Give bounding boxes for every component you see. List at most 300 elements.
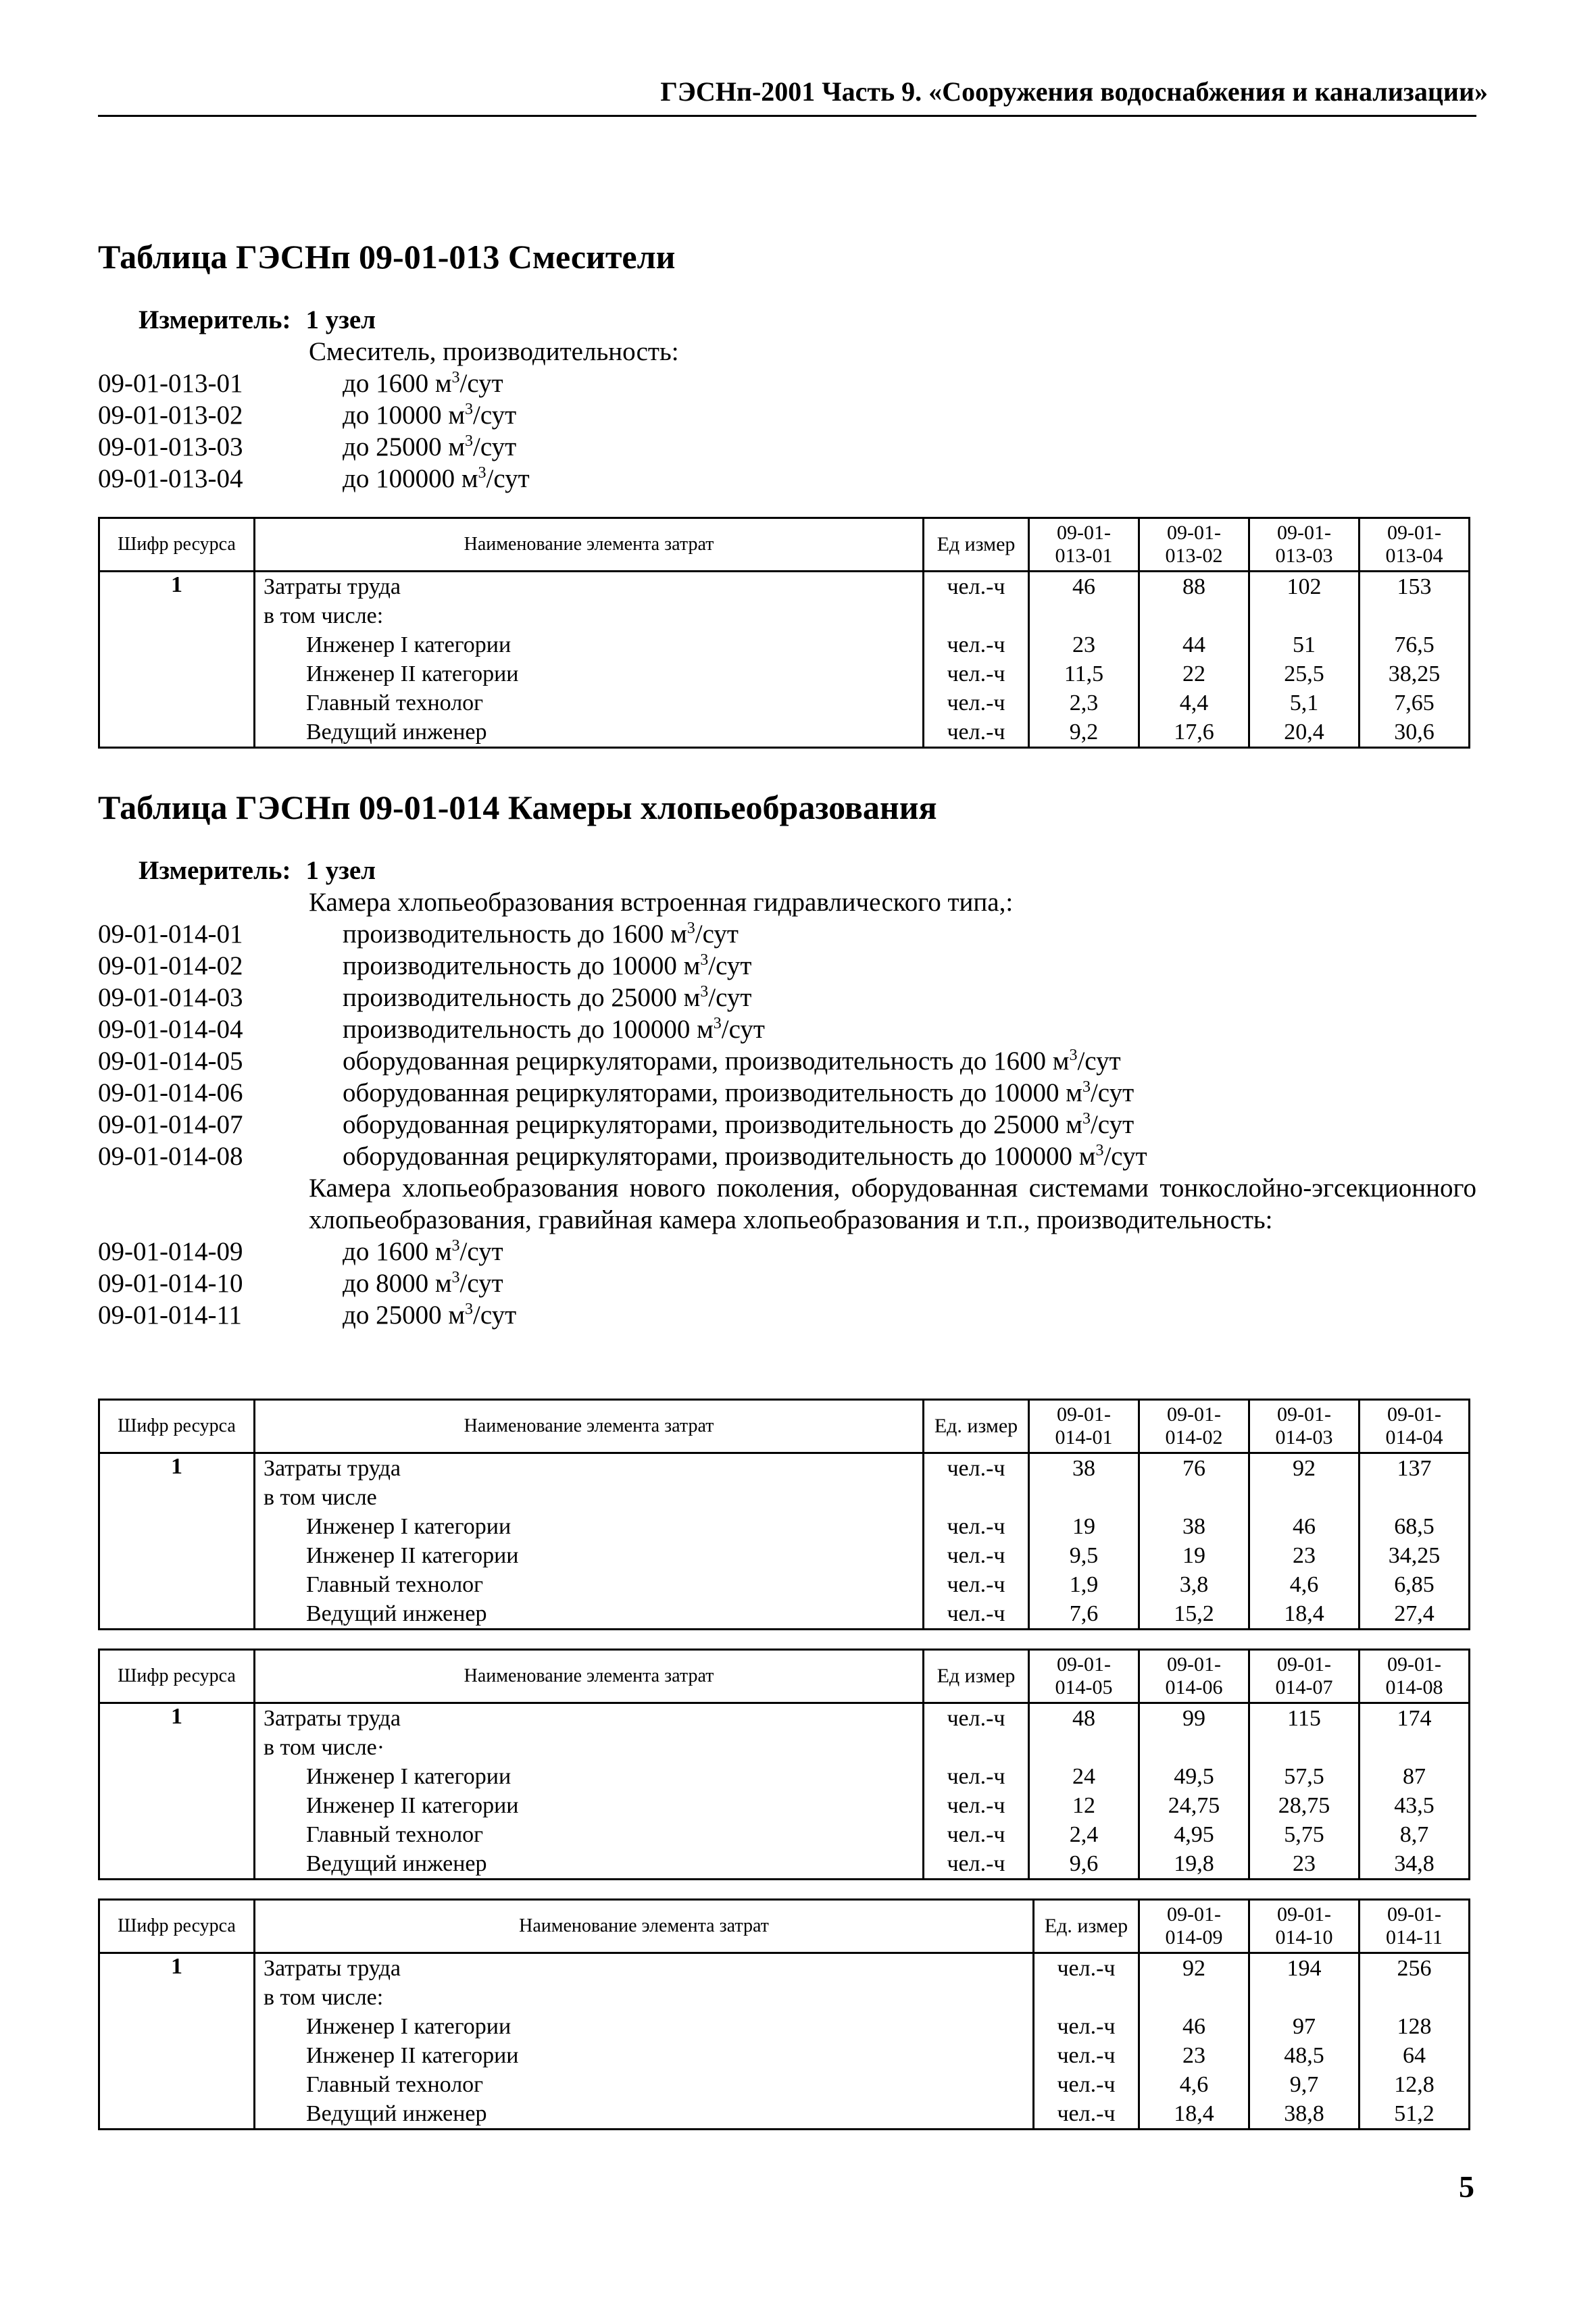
- header-rate-code: [1360, 1900, 1470, 1953]
- value-line: 23: [1182, 2043, 1205, 2068]
- header-unit: Ед. измер: [1034, 1900, 1139, 1953]
- item-description: [309, 1045, 1476, 1077]
- value-line: 49,5: [1174, 1764, 1214, 1789]
- value-line: [1250, 601, 1358, 630]
- unit-line: чел.-ч: [1057, 1956, 1116, 1981]
- value-line: 256: [1397, 1956, 1432, 1981]
- rate-code-suffix: 013-02: [1165, 545, 1223, 567]
- item-code: 09-01-013-01: [98, 369, 243, 398]
- item-list: [98, 1236, 1476, 1331]
- item-unit: /сут: [1103, 1142, 1147, 1171]
- table-title: Таблица ГЭСНп 09-01-014 Камеры хлопьеобразования: [98, 788, 937, 826]
- item-description: [309, 1077, 1476, 1109]
- value-line: [1140, 1483, 1248, 1512]
- header-cost-element: Наименование элемента затрат: [255, 1650, 924, 1703]
- item-text: производительность до 100000 м: [343, 1015, 714, 1044]
- value-line: [1030, 1483, 1138, 1512]
- resource-code-cell: 1: [99, 1453, 255, 1630]
- unit-line: чел.-ч: [947, 1543, 1005, 1568]
- item-unit: /сут: [459, 1237, 503, 1266]
- unit-line: чел.-ч: [947, 1851, 1005, 1876]
- unit-line: чел.-ч: [1057, 2014, 1116, 2039]
- item-text: до 1600 м: [343, 369, 452, 398]
- cost-element-line: Главный технолог: [306, 1572, 484, 1597]
- resource-code-cell: 1: [99, 572, 255, 748]
- cubic-superscript: 3: [478, 464, 487, 482]
- item-description: [309, 431, 1476, 463]
- header-rate-code: [1139, 1400, 1249, 1453]
- list-item: [98, 1109, 1476, 1140]
- value-cell: [1029, 1453, 1139, 1630]
- rate-code-suffix: 014-01: [1055, 1426, 1113, 1449]
- item-unit: /сут: [721, 1015, 765, 1044]
- unit-line: [924, 1733, 1028, 1762]
- value-line: 9,2: [1069, 720, 1099, 745]
- cost-element-cell: [255, 1453, 924, 1630]
- value-cell: [1029, 572, 1139, 748]
- value-line: 8,7: [1399, 1822, 1429, 1847]
- item-code: 09-01-013-02: [98, 401, 243, 430]
- item-text: оборудованная рециркуляторами, производительность до 1600 м: [343, 1047, 1070, 1076]
- value-line: [1360, 1483, 1468, 1512]
- cubic-superscript: 3: [465, 401, 474, 418]
- value-line: 23: [1293, 1851, 1316, 1876]
- cost-table-013: [98, 517, 1470, 749]
- value-line: 23: [1072, 632, 1095, 657]
- unit-cell: [924, 1703, 1029, 1880]
- value-line: 5,1: [1289, 690, 1319, 715]
- cost-element-line: Затраты труда: [264, 1706, 401, 1731]
- item-description: [309, 399, 1476, 431]
- value-cell: [1029, 1703, 1139, 1880]
- rate-code-suffix: 014-08: [1385, 1676, 1443, 1699]
- value-line: 12,8: [1394, 2072, 1435, 2097]
- value-line: 51: [1293, 632, 1316, 657]
- value-line: 3,8: [1179, 1572, 1209, 1597]
- unit-line: чел.-ч: [947, 1601, 1005, 1626]
- value-line: 4,4: [1179, 690, 1209, 715]
- value-cell: [1139, 1953, 1249, 2130]
- item-group-intro: Камера хлопьеобразования нового поколения, оборудованная системами тонкослойно-эгсекционного хлопьеобразования, гравийная камера хлопьеобразования и т.п., производительность:: [309, 1174, 1476, 1234]
- cost-element-line: Инженер II категории: [306, 2043, 519, 2068]
- value-line: 128: [1397, 2014, 1432, 2039]
- value-line: [1030, 1733, 1138, 1762]
- list-item: [98, 1236, 1476, 1267]
- measure-block: [98, 304, 1476, 495]
- measure-label: Измеритель:: [139, 305, 291, 334]
- cubic-superscript: 3: [1069, 1047, 1078, 1064]
- cost-element-line: Инженер II категории: [306, 1793, 519, 1818]
- value-line: 4,95: [1174, 1822, 1214, 1847]
- rate-code-prefix: 09-01-: [1167, 522, 1221, 544]
- cost-element-line: Ведущий инженер: [306, 2101, 487, 2126]
- item-unit: /сут: [473, 401, 517, 430]
- item-description: [309, 463, 1476, 495]
- value-line: 9,7: [1289, 2072, 1319, 2097]
- value-line: 7,6: [1069, 1601, 1099, 1626]
- item-code: 09-01-014-10: [98, 1269, 243, 1298]
- list-item: [98, 1267, 1476, 1299]
- value-line: 25,5: [1284, 661, 1324, 686]
- value-line: 87: [1403, 1764, 1426, 1789]
- table-header-row: [99, 1650, 1470, 1703]
- value-line: [1140, 1733, 1248, 1762]
- value-line: 11,5: [1064, 661, 1104, 686]
- value-line: 43,5: [1394, 1793, 1435, 1818]
- cost-element-line: в том числе: [264, 1485, 377, 1510]
- item-text: до 8000 м: [343, 1269, 452, 1298]
- item-description: [309, 950, 1476, 982]
- header-rate-code: [1360, 1400, 1470, 1453]
- value-line: 38: [1072, 1456, 1095, 1481]
- unit-line: чел.-ч: [947, 574, 1005, 599]
- rate-code-suffix: 014-10: [1275, 1926, 1333, 1948]
- measure-line: [98, 855, 1476, 886]
- rate-code-suffix: 014-09: [1165, 1926, 1223, 1948]
- value-line: 76,5: [1394, 632, 1435, 657]
- value-line: 194: [1287, 1956, 1322, 1981]
- item-code: 09-01-014-01: [98, 920, 243, 949]
- cubic-superscript: 3: [451, 1269, 460, 1286]
- value-cell: [1360, 1953, 1470, 2130]
- cost-element-line: Затраты труда: [264, 1456, 401, 1481]
- item-code: 09-01-013-04: [98, 464, 243, 493]
- value-cell: [1139, 1453, 1249, 1630]
- value-cell: [1360, 1703, 1470, 1880]
- cost-element-cell: [255, 572, 924, 748]
- header-rate-code: [1249, 1650, 1360, 1703]
- item-unit: /сут: [1090, 1110, 1134, 1139]
- page-number: 5: [1459, 2169, 1474, 2204]
- value-line: 51,2: [1394, 2101, 1435, 2126]
- rate-code-suffix: 013-03: [1275, 545, 1333, 567]
- value-line: 97: [1293, 2014, 1316, 2039]
- value-line: 92: [1182, 1956, 1205, 1981]
- header-unit: Ед измер: [924, 1650, 1029, 1703]
- value-line: 64: [1403, 2043, 1426, 2068]
- table-header-row: [99, 1400, 1470, 1453]
- item-text: до 100000 м: [343, 464, 478, 493]
- value-line: 1,9: [1069, 1572, 1099, 1597]
- value-line: 48,5: [1284, 2043, 1324, 2068]
- unit-cell: [924, 572, 1029, 748]
- section-09-01-014: [98, 787, 1476, 1331]
- value-line: 5,75: [1284, 1822, 1324, 1847]
- rate-code-prefix: 09-01-: [1167, 1653, 1221, 1676]
- resource-code-cell: 1: [99, 1953, 255, 2130]
- cost-element-line: Ведущий инженер: [306, 1851, 487, 1876]
- rate-code-prefix: 09-01-: [1277, 1903, 1331, 1926]
- table-row: [99, 572, 1470, 748]
- measure-label: Измеритель:: [139, 856, 291, 885]
- value-line: 44: [1182, 632, 1205, 657]
- list-item: [98, 399, 1476, 431]
- header-cost-element: Наименование элемента затрат: [255, 1400, 924, 1453]
- table-row: [99, 1703, 1470, 1880]
- item-text: до 1600 м: [343, 1237, 452, 1266]
- measure-value: 1 узел: [305, 305, 376, 334]
- item-unit: /сут: [708, 951, 752, 980]
- value-cell: [1139, 572, 1249, 748]
- rate-code-prefix: 09-01-: [1277, 1653, 1331, 1676]
- value-line: 68,5: [1394, 1514, 1435, 1539]
- value-cell: [1249, 1453, 1360, 1630]
- header-rate-code: [1029, 1650, 1139, 1703]
- list-item: [98, 463, 1476, 495]
- cubic-superscript: 3: [687, 920, 695, 937]
- cost-element-line: Затраты труда: [264, 1956, 401, 1981]
- cubic-superscript: 3: [1095, 1142, 1104, 1159]
- value-line: 15,2: [1174, 1601, 1214, 1626]
- rate-code-prefix: 09-01-: [1057, 1653, 1111, 1676]
- item-description: [309, 1013, 1476, 1045]
- unit-line: чел.-ч: [947, 632, 1005, 657]
- value-cell: [1139, 1703, 1249, 1880]
- rate-code-suffix: 014-06: [1165, 1676, 1223, 1699]
- value-line: 7,65: [1394, 690, 1435, 715]
- table-header-row: [99, 518, 1470, 572]
- value-line: 34,8: [1394, 1851, 1435, 1876]
- value-line: 22: [1182, 661, 1205, 686]
- cost-element-line: Инженер I категории: [306, 1514, 512, 1539]
- item-code: 09-01-014-04: [98, 1015, 243, 1044]
- item-description: [309, 1140, 1476, 1172]
- value-line: 48: [1072, 1706, 1095, 1731]
- value-cell: [1249, 1703, 1360, 1880]
- list-item: [98, 1140, 1476, 1172]
- rate-code-prefix: 09-01-: [1057, 1403, 1111, 1426]
- value-line: [1140, 1983, 1248, 2012]
- cost-element-cell: [255, 1703, 924, 1880]
- measure-line: [98, 304, 1476, 336]
- rate-code-suffix: 014-07: [1275, 1676, 1333, 1699]
- list-item: [98, 368, 1476, 399]
- item-unit: /сут: [1090, 1078, 1134, 1107]
- unit-line: чел.-ч: [947, 720, 1005, 745]
- header-unit: Ед измер: [924, 518, 1029, 572]
- item-text: производительность до 10000 м: [343, 951, 701, 980]
- rate-code-suffix: 014-05: [1055, 1676, 1113, 1699]
- value-line: [1250, 1733, 1358, 1762]
- rate-code-suffix: 013-01: [1055, 545, 1113, 567]
- unit-line: чел.-ч: [947, 661, 1005, 686]
- table-header-row: [99, 1900, 1470, 1953]
- item-unit: /сут: [473, 432, 517, 461]
- unit-line: [1034, 1983, 1138, 2012]
- value-line: 19,8: [1174, 1851, 1214, 1876]
- value-line: 2,4: [1069, 1822, 1099, 1847]
- value-line: 38,8: [1284, 2101, 1324, 2126]
- item-unit: /сут: [1077, 1047, 1121, 1076]
- value-cell: [1249, 1953, 1360, 2130]
- cost-element-line: Инженер I категории: [306, 2014, 512, 2039]
- unit-line: чел.-ч: [947, 1514, 1005, 1539]
- rate-code-prefix: 09-01-: [1057, 522, 1111, 544]
- value-line: 30,6: [1394, 720, 1435, 745]
- item-description: [309, 368, 1476, 399]
- value-line: 34,25: [1388, 1543, 1441, 1568]
- item-unit: /сут: [459, 369, 503, 398]
- value-line: 24,75: [1168, 1793, 1220, 1818]
- item-description: [309, 1267, 1476, 1299]
- rate-code-prefix: 09-01-: [1167, 1903, 1221, 1926]
- item-code: 09-01-014-05: [98, 1047, 243, 1076]
- running-header: ГЭСНп-2001 Часть 9. «Сооружения водоснабжения и канализации»: [660, 76, 1488, 107]
- item-code: 09-01-014-06: [98, 1078, 243, 1107]
- item-unit: /сут: [486, 464, 530, 493]
- item-text: до 10000 м: [343, 401, 466, 430]
- item-text: оборудованная рециркуляторами, производительность до 25000 м: [343, 1110, 1082, 1139]
- list-item: [98, 431, 1476, 463]
- cost-element-line: в том числе:: [264, 603, 384, 628]
- unit-line: [924, 1483, 1028, 1512]
- item-list: [98, 918, 1476, 1172]
- unit-line: чел.-ч: [947, 1456, 1005, 1481]
- list-item: [98, 1013, 1476, 1045]
- value-line: 23: [1293, 1543, 1316, 1568]
- measure-value: 1 узел: [305, 856, 376, 885]
- item-unit: /сут: [473, 1301, 517, 1330]
- value-line: 46: [1072, 574, 1095, 599]
- rate-code-prefix: 09-01-: [1387, 1903, 1441, 1926]
- item-code: 09-01-014-03: [98, 983, 243, 1012]
- cubic-superscript: 3: [700, 983, 709, 1001]
- cost-element-line: Главный технолог: [306, 690, 484, 715]
- unit-cell: [924, 1453, 1029, 1630]
- unit-line: чел.-ч: [947, 1793, 1005, 1818]
- rate-code-suffix: 014-02: [1165, 1426, 1223, 1449]
- resource-code-cell: 1: [99, 1703, 255, 1880]
- value-line: 38,25: [1388, 661, 1441, 686]
- cost-element-line: Затраты труда: [264, 574, 401, 599]
- value-line: 4,6: [1289, 1572, 1319, 1597]
- header-resource-code: Шифр ресурса: [99, 1650, 255, 1703]
- unit-line: чел.-ч: [1057, 2043, 1116, 2068]
- value-line: 12: [1072, 1793, 1095, 1818]
- value-line: [1360, 1983, 1468, 2012]
- rate-code-prefix: 09-01-: [1277, 522, 1331, 544]
- rate-code-suffix: 014-04: [1385, 1426, 1443, 1449]
- rate-code-prefix: 09-01-: [1167, 1403, 1221, 1426]
- rate-code-suffix: 014-03: [1275, 1426, 1333, 1449]
- header-rate-code: [1360, 1650, 1470, 1703]
- value-line: 115: [1287, 1706, 1321, 1731]
- value-line: [1030, 601, 1138, 630]
- value-line: [1360, 601, 1468, 630]
- table-title: Таблица ГЭСНп 09-01-013 Смесители: [98, 238, 676, 276]
- value-line: 2,3: [1069, 690, 1099, 715]
- cost-element-cell: [255, 1953, 1034, 2130]
- value-line: 88: [1182, 574, 1205, 599]
- value-line: [1250, 1983, 1358, 2012]
- cost-element-line: Ведущий инженер: [306, 1601, 487, 1626]
- item-code: 09-01-014-08: [98, 1142, 243, 1171]
- list-item: [98, 918, 1476, 950]
- rate-code-suffix: 014-11: [1386, 1926, 1443, 1948]
- cost-element-line: Инженер I категории: [306, 632, 512, 657]
- unit-line: чел.-ч: [1057, 2072, 1116, 2097]
- header-rate-code: [1249, 1400, 1360, 1453]
- header-rate-code: [1360, 518, 1470, 572]
- item-unit: /сут: [695, 920, 739, 949]
- cost-element-line: в том числе·: [264, 1735, 385, 1760]
- cubic-superscript: 3: [1082, 1078, 1091, 1096]
- cost-element-line: в том числе:: [264, 1985, 384, 2010]
- item-description: [309, 982, 1476, 1013]
- header-rate-code: [1029, 518, 1139, 572]
- item-text: до 25000 м: [343, 432, 466, 461]
- cubic-superscript: 3: [465, 1301, 474, 1318]
- unit-cell: [1034, 1953, 1139, 2130]
- item-description: [309, 1236, 1476, 1267]
- cost-element-line: Главный технолог: [306, 2072, 484, 2097]
- value-cell: [1360, 572, 1470, 748]
- header-resource-code: Шифр ресурса: [99, 1900, 255, 1953]
- list-item: [98, 950, 1476, 982]
- rate-code-suffix: 013-04: [1385, 545, 1443, 567]
- value-line: 153: [1397, 574, 1432, 599]
- item-description: [309, 1299, 1476, 1331]
- item-unit: /сут: [459, 1269, 503, 1298]
- unit-line: чел.-ч: [1057, 2101, 1116, 2126]
- cost-element-line: Ведущий инженер: [306, 720, 487, 745]
- value-line: 57,5: [1284, 1764, 1324, 1789]
- value-line: [1140, 601, 1248, 630]
- value-line: 18,4: [1174, 2101, 1214, 2126]
- cost-element-line: Инженер II категории: [306, 661, 519, 686]
- list-item: [98, 1045, 1476, 1077]
- unit-line: чел.-ч: [947, 1706, 1005, 1731]
- unit-line: чел.-ч: [947, 1572, 1005, 1597]
- measure-block: [98, 855, 1476, 1331]
- value-line: 4,6: [1179, 2072, 1209, 2097]
- item-description: [309, 918, 1476, 950]
- item-text: до 25000 м: [343, 1301, 466, 1330]
- unit-line: чел.-ч: [947, 1764, 1005, 1789]
- value-line: 38: [1182, 1514, 1205, 1539]
- rate-code-prefix: 09-01-: [1387, 522, 1441, 544]
- value-line: 24: [1072, 1764, 1095, 1789]
- header-cost-element: Наименование элемента затрат: [255, 1900, 1034, 1953]
- value-line: 19: [1072, 1514, 1095, 1539]
- value-line: 102: [1287, 574, 1322, 599]
- value-line: 19: [1182, 1543, 1205, 1568]
- rate-code-prefix: 09-01-: [1387, 1403, 1441, 1426]
- rate-code-prefix: 09-01-: [1277, 1403, 1331, 1426]
- unit-line: чел.-ч: [947, 1822, 1005, 1847]
- unit-line: чел.-ч: [947, 690, 1005, 715]
- item-text: производительность до 1600 м: [343, 920, 687, 949]
- item-unit: /сут: [708, 983, 752, 1012]
- value-line: 46: [1182, 2014, 1205, 2039]
- value-line: 92: [1293, 1456, 1316, 1481]
- list-item: [98, 1299, 1476, 1331]
- section-09-01-013: [98, 236, 1476, 495]
- cost-table-014-b: [98, 1649, 1470, 1880]
- cost-element-line: Инженер I категории: [306, 1764, 512, 1789]
- cubic-superscript: 3: [713, 1015, 722, 1032]
- unit-line: [924, 601, 1028, 630]
- value-line: 18,4: [1284, 1601, 1324, 1626]
- value-line: [1250, 1483, 1358, 1512]
- value-cell: [1249, 572, 1360, 748]
- item-text: оборудованная рециркуляторами, производительность до 10000 м: [343, 1078, 1082, 1107]
- list-item: [98, 1077, 1476, 1109]
- item-code: 09-01-013-03: [98, 432, 243, 461]
- header-rate-code: [1029, 1400, 1139, 1453]
- cubic-superscript: 3: [700, 951, 709, 969]
- item-code: 09-01-014-07: [98, 1110, 243, 1139]
